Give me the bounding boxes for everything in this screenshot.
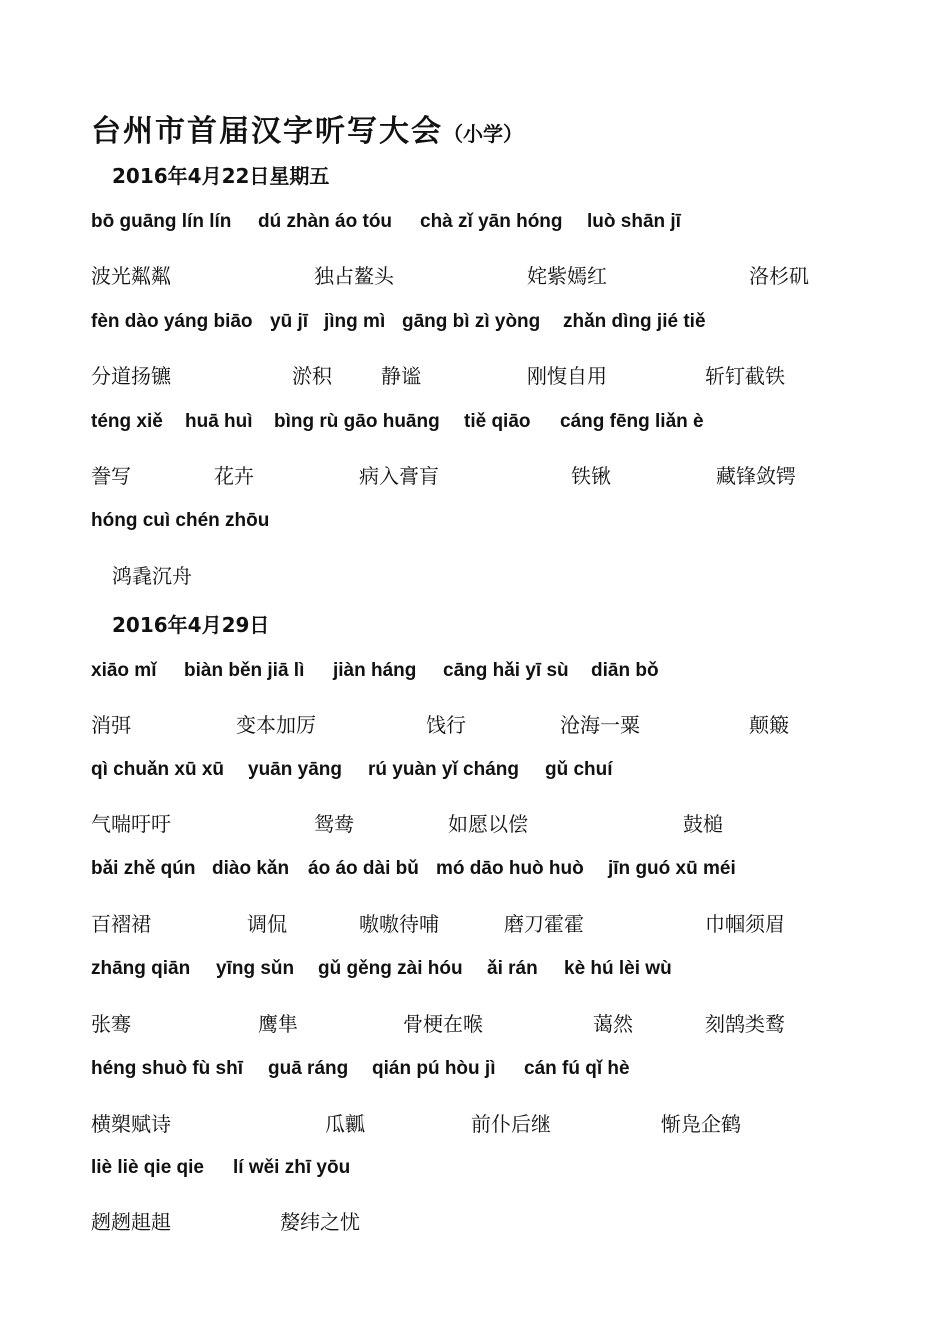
word: 趔趔趄趄 [91,1210,171,1234]
word: 惭凫企鹤 [661,1112,741,1136]
word-row [0,1206,950,1236]
word-row [0,260,950,290]
pinyin-row [0,1157,950,1187]
word: 刚愎自用 [527,364,607,388]
pinyin: biàn běn jiā lì [184,660,305,681]
pinyin: mó dāo huò huò [436,858,584,879]
pinyin: gāng bì zì yòng [402,311,541,332]
word: 花卉 [214,464,254,488]
word: 独占鳌头 [314,264,394,288]
pinyin: héng shuò fù shī [91,1058,243,1079]
pinyin: chà zǐ yān hóng [420,211,563,232]
pinyin: jìng mì [324,311,386,332]
pinyin-row [0,211,950,241]
pinyin: kè hú lèi wù [564,958,672,979]
pinyin: yū jī [270,311,309,332]
word: 颠簸 [749,713,789,737]
word: 百褶裙 [91,912,151,936]
word: 刻鹄类鹜 [705,1012,785,1036]
pinyin: rú yuàn yǐ cháng [368,759,519,780]
pinyin: qián pú hòu jì [372,1058,496,1079]
pinyin-row [0,759,950,789]
pinyin: diān bǒ [591,660,659,681]
date-2: 2016年4月29日 [112,613,270,637]
word: 铁锹 [571,464,611,488]
word: 横槊赋诗 [91,1112,171,1136]
word: 前仆后继 [471,1112,551,1136]
pinyin-row [0,958,950,988]
date-row-1 [0,160,950,190]
page-title [91,106,523,150]
pinyin: liè liè qie qie [91,1157,204,1178]
word: 瓜瓤 [325,1112,365,1136]
word: 巾帼须眉 [705,912,785,936]
word: 鼓槌 [683,812,723,836]
word: 鹰隼 [258,1012,298,1036]
word: 蔼然 [593,1012,633,1036]
pinyin: tiě qiāo [464,411,531,432]
word: 姹紫嫣红 [527,264,607,288]
pinyin: xiāo mǐ [91,660,157,681]
pinyin: bǎi zhě qún [91,858,196,879]
pinyin: guā ráng [268,1058,349,1079]
word: 病入膏肓 [359,464,439,488]
pinyin: jiàn háng [333,660,417,681]
pinyin: ǎi rán [487,958,538,979]
word: 嗷嗷待哺 [359,912,439,936]
pinyin: áo áo dài bǔ [308,858,419,879]
pinyin: dú zhàn áo tóu [258,211,393,232]
word: 饯行 [426,713,466,737]
pinyin: gǔ gěng zài hóu [318,958,463,979]
pinyin: cāng hǎi yī sù [443,660,569,681]
word: 静谧 [381,364,421,388]
pinyin: lí wěi zhī yōu [233,1157,351,1178]
pinyin: diào kǎn [212,858,290,879]
word: 磨刀霍霍 [504,912,584,936]
pinyin: fèn dào yáng biāo [91,311,253,332]
date-row-2 [0,609,950,639]
word: 淤积 [292,364,332,388]
word: 如愿以偿 [448,812,528,836]
word: 分道扬镳 [91,364,171,388]
word: 鸿毳沉舟 [112,564,192,588]
pinyin: zhāng qiān [91,958,191,979]
word: 气喘吁吁 [91,812,171,836]
pinyin: téng xiě [91,411,163,432]
word-row [0,460,950,490]
word-row [0,709,950,739]
word-row [0,360,950,390]
word: 斩钉截铁 [705,364,785,388]
pinyin: gǔ chuí [545,759,613,780]
pinyin: luò shān jī [587,211,681,232]
pinyin-row [0,311,950,341]
pinyin-row [0,510,950,540]
pinyin-row [0,411,950,441]
pinyin: cán fú qǐ hè [524,1058,630,1079]
pinyin: jīn guó xū méi [608,858,736,879]
pinyin: cáng fēng liǎn è [560,411,704,432]
pinyin-row [0,1058,950,1088]
word: 洛杉矶 [749,264,809,288]
word: 变本加厉 [236,713,316,737]
pinyin: yīng sǔn [216,958,295,979]
pinyin: bìng rù gāo huāng [274,411,440,432]
word-row [0,560,950,590]
pinyin: bō guāng lín lín [91,211,232,232]
pinyin: yuān yāng [248,759,342,780]
date-1: 2016年4月22日星期五 [112,164,330,188]
pinyin-row [0,858,950,888]
title-subtitle: （小学） [443,122,523,146]
pinyin: huā huì [185,411,253,432]
word: 波光粼粼 [91,264,171,288]
word: 沧海一粟 [560,713,640,737]
title-main: 台州市首届汉字听写大会 [91,114,443,149]
word: 鸳鸯 [314,812,354,836]
pinyin: qì chuǎn xū xū [91,759,225,780]
word-row [0,808,950,838]
pinyin-row [0,660,950,690]
word-row [0,1108,950,1138]
word-row [0,908,950,938]
word-row [0,1008,950,1038]
word: 消弭 [91,713,131,737]
word: 调侃 [247,912,287,936]
word: 骨梗在喉 [403,1012,483,1036]
pinyin: hóng cuì chén zhōu [91,510,270,531]
word: 誊写 [91,464,131,488]
word: 嫠纬之忧 [280,1210,360,1234]
word: 藏锋敛锷 [716,464,796,488]
word: 张骞 [91,1012,131,1036]
pinyin: zhǎn dìng jié tiě [563,311,706,332]
